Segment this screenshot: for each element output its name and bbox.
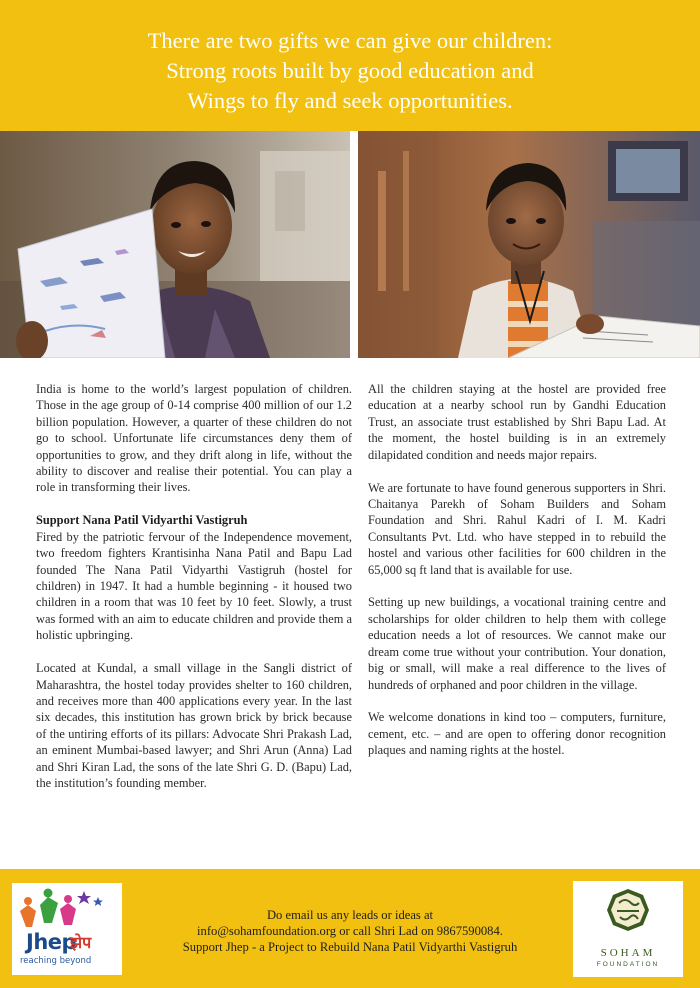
soham-wordmark: SOHAM [600,947,656,959]
left-text-column [36,381,352,808]
right-text-column [368,381,666,775]
footer-contact [170,907,530,955]
soham-subtitle: FOUNDATION [596,961,660,968]
supporters-paragraph: We are fortunate to have found generous supporters in Shri. Chaitanya Parekh of Soham Builders and Soham Foundation and Shri. Rahul Kadri of I. M. Kadri Consultants Pvt. Ltd. who have stepped in to rebuild the hostel and various other facilities for 600 children in the 65,000 sq ft land that is available for use. [368,480,666,577]
jhep-tagline: reaching beyond [20,956,92,966]
intro-paragraph: India is home to the world’s largest population of children. Those in the age group of 0-14 comprise 400 million of our 1.2 billion population. However, a quarter of these children do not go to school. Unfortunate life circumstances deny them of opportunities to grow, and they drift along in life, without the ability to discover and realise their potential. You can play a role in transforming their lives. [36,382,352,495]
donations-paragraph: We welcome donations in kind too – computers, furniture, cement, etc. – and are open to offering donor recognition plaques and naming rights at the hostel. [368,710,666,758]
jhep-devanagari: झेप [70,933,92,952]
resources-paragraph: Setting up new buildings, a vocational training centre and scholarships for older children to help them with college education needs a lot of resources. We cannot make our dream come true without your contribution. Your donation, big or small, will make a real difference to the lives of hundreds of orphaned and poor children in the village. [368,595,666,692]
footer-line: Support Jhep - a Project to Rebuild Nana Patil Vidyarthi Vastigruh [182,940,518,954]
jhep-logo [12,883,122,975]
quote-line: Wings to fly and seek opportunities. [187,88,513,113]
education-paragraph: All the children staying at the hostel are provided free education at a nearby school run by Gandhi Education Trust, an associate trust established by Shri Bapu Lad. At the moment, the hostel building is in an extremely dilapidated condition and needs major repairs. [368,382,666,462]
history-paragraph: Fired by the patriotic fervour of the Independence movement, two freedom fighters Krantisinha Nana Patil and Bapu Lad founded The Nana Patil Vidyarthi Vastigruh (hostel for children) in 1947. It had a humble beginning - it housed two children in a room that was 10 feet by 10 feet. Slowly, a trust was formed with an aim to educate children and provide them a holistic upbringing. [36,529,352,643]
footer-line: Do email us any leads or ideas at [266,908,434,922]
header-quote [0,26,700,116]
header-banner [0,0,700,131]
jhep-wordmark: Jhep [26,930,77,954]
location-paragraph: Located at Kundal, a small village in the Sangli district of Maharashtra, the hostel today provides shelter to 160 children, and receives more than 400 applications every year. In the last six decades, this institution has grown brick by brick because of the untiring efforts of its pillars: Advocate Shri Prakash Lad, an eminent Mumbai-based lawyer; and Shri Arun (Anna) Lad and Shri Kiran Lad, the sons of the late Shri G. D. (Bapu) Lad, the institution’s founding member. [36,661,352,790]
quote-line: There are two gifts we can give our children: [147,28,553,53]
footer-banner [0,869,700,988]
photo-boy-with-drawing [0,131,350,358]
photo-child-writing [358,131,700,358]
soham-logo [573,881,683,977]
soham-emblem [573,881,683,947]
section-heading: Support Nana Patil Vidyarthi Vastigruh [36,513,248,528]
quote-line: Strong roots built by good education and [166,58,534,83]
footer-line: info@sohamfoundation.org or call Shri Lad on 9867590084. [197,924,503,938]
